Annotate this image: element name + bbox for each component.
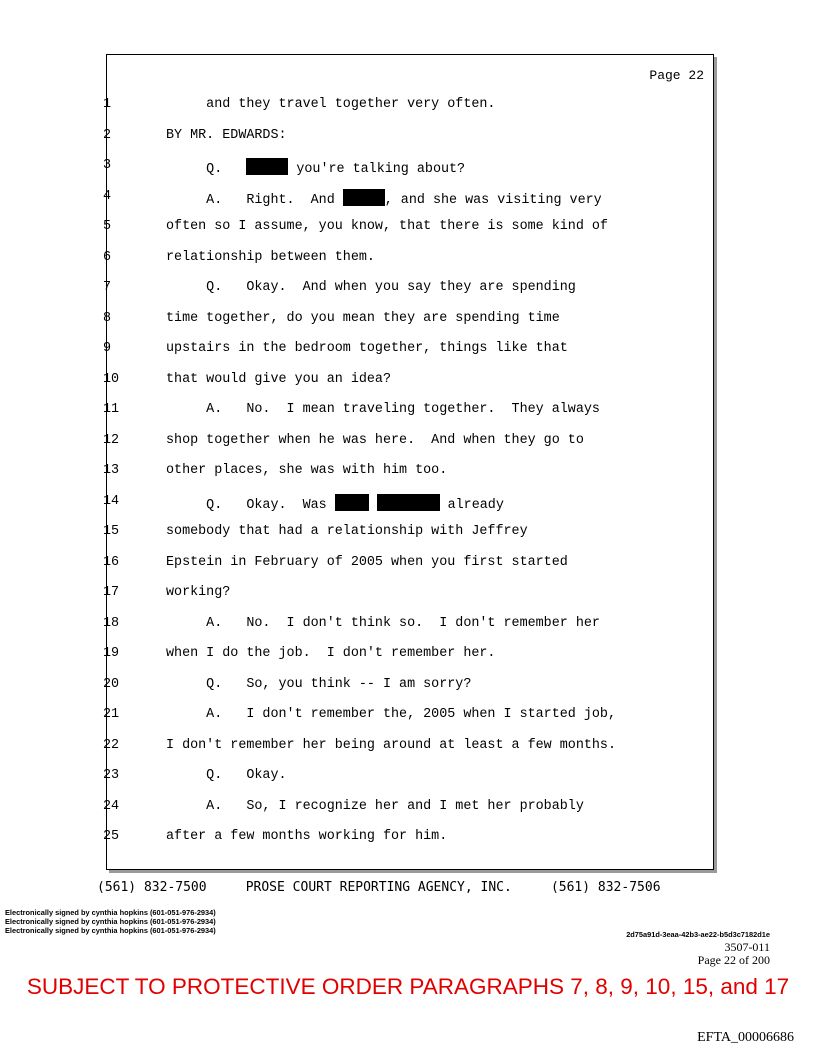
line-text-segment: relationship between them.	[166, 249, 375, 265]
line-text	[166, 189, 602, 209]
transcript-line	[0, 494, 816, 525]
line-text	[166, 616, 600, 632]
line-text	[166, 707, 616, 723]
line-text-segment: that would give you an idea?	[166, 371, 391, 387]
signature-line: Electronically signed by cynthia hopkins (601-051-976-2934)	[5, 925, 216, 935]
transcript-line	[0, 707, 816, 738]
page-of-total: Page 22 of 200	[697, 953, 770, 967]
transcript-line	[0, 799, 816, 830]
electronic-signatures	[5, 909, 216, 935]
line-number: 19	[103, 646, 120, 661]
line-text-segment: other places, she was with him too.	[166, 463, 448, 478]
transcript-line	[0, 677, 816, 708]
line-text-segment: Epstein in February of 2005 when you first started	[166, 554, 568, 570]
line-number: 9	[103, 341, 112, 356]
line-text	[166, 555, 568, 571]
transcript-line	[0, 829, 816, 860]
document-hash: 2d75a91d-3eaa-42b3-ae22-b5d3c7182d1e	[626, 930, 770, 939]
line-number: 2	[103, 127, 112, 143]
transcript-line	[0, 97, 816, 128]
line-text	[166, 433, 584, 449]
line-text-segment: , and she was visiting very	[384, 192, 602, 208]
line-text	[166, 97, 495, 113]
transcript-line	[0, 341, 816, 372]
transcript-line	[0, 219, 816, 250]
line-number: 15	[103, 524, 120, 539]
line-number: 23	[103, 768, 120, 783]
line-text-segment: when I do the job. I don't remember her.	[166, 646, 496, 661]
line-text-segment: often so I assume, you know, that there is some kind of	[166, 219, 608, 234]
line-text	[166, 768, 287, 784]
line-text	[166, 494, 504, 514]
line-number: 17	[103, 585, 120, 600]
line-text-segment: upstairs in the bedroom together, things like that	[166, 341, 568, 356]
document-number-block	[698, 941, 770, 967]
transcript-line	[0, 646, 816, 677]
line-text	[166, 311, 560, 327]
line-text-segment: Q. Okay. And when you say they are spending	[166, 280, 576, 295]
transcript-line	[0, 524, 816, 555]
line-number: 14	[103, 493, 120, 509]
line-number: 18	[103, 615, 120, 631]
line-text-segment: A. I don't remember the, 2005 when I started job,	[166, 707, 616, 722]
transcript-line	[0, 280, 816, 311]
line-text	[166, 463, 447, 479]
line-text	[166, 250, 375, 266]
transcript-line	[0, 463, 816, 494]
line-number: 10	[103, 371, 120, 387]
transcript-line	[0, 250, 816, 281]
transcript-line	[0, 158, 816, 189]
line-number: 16	[103, 554, 120, 570]
line-text-segment: already	[439, 497, 504, 513]
line-text	[166, 829, 447, 845]
line-text	[166, 402, 600, 418]
redaction-block	[246, 158, 288, 175]
line-text-segment: A. No. I don't think so. I don't remember her	[166, 615, 600, 631]
efta-id: EFTA_00006686	[697, 1030, 794, 1045]
line-text	[166, 738, 616, 754]
line-text-segment: Q. So, you think -- I am sorry?	[166, 676, 472, 692]
line-number: 5	[103, 219, 112, 234]
line-number: 13	[103, 463, 120, 478]
line-text-segment: Q. Okay. Was	[166, 497, 335, 513]
transcript-line	[0, 768, 816, 799]
line-text	[166, 158, 465, 178]
line-text-segment: after a few months working for him.	[166, 829, 448, 844]
line-text	[166, 128, 287, 144]
line-text-segment: I don't remember her being around at least a few months.	[166, 737, 616, 753]
line-text-segment: time together, do you mean they are spending time	[166, 310, 560, 326]
line-number: 24	[103, 798, 120, 814]
redaction-block	[377, 494, 440, 511]
protective-order-notice: SUBJECT TO PROTECTIVE ORDER PARAGRAPHS 7, 8, 9, 10, 15, and 17	[26, 974, 790, 999]
transcript-line	[0, 311, 816, 342]
line-text-segment: working?	[166, 585, 231, 600]
transcript-lines	[0, 97, 816, 860]
line-text	[166, 677, 471, 693]
line-text-segment: shop together when he was here. And when they go to	[166, 432, 584, 448]
transcript-line	[0, 585, 816, 616]
line-text	[166, 799, 584, 815]
line-text-segment: A. So, I recognize her and I met her probably	[166, 798, 584, 814]
line-text-segment: A. Right. And	[166, 192, 343, 208]
line-number: 21	[103, 707, 120, 722]
line-text	[166, 341, 568, 357]
line-number: 6	[103, 249, 112, 265]
line-text-segment: Q.	[166, 162, 247, 177]
line-text	[166, 524, 528, 540]
line-number: 20	[103, 676, 120, 692]
transcript-line	[0, 372, 816, 403]
line-number: 4	[103, 188, 112, 204]
line-number: 11	[103, 402, 120, 417]
transcript-line	[0, 555, 816, 586]
line-text-segment: Q. Okay.	[166, 768, 287, 783]
line-text-segment	[369, 498, 377, 513]
transcript-line	[0, 189, 816, 220]
redaction-block	[343, 189, 385, 206]
line-text-segment: somebody that had a relationship with Jeffrey	[166, 524, 528, 539]
transcript-line	[0, 616, 816, 647]
document-number: 3507-011	[724, 940, 770, 954]
signature-line: Electronically signed by cynthia hopkins (601-051-976-2934)	[5, 908, 216, 917]
line-number: 3	[103, 158, 112, 173]
line-text	[166, 646, 495, 662]
line-number: 1	[103, 97, 112, 112]
transcript-line	[0, 128, 816, 159]
transcript-line	[0, 402, 816, 433]
line-number: 25	[103, 829, 120, 844]
line-number: 7	[103, 280, 112, 295]
line-number: 22	[103, 737, 120, 753]
line-text	[166, 219, 608, 235]
line-text-segment: A. No. I mean traveling together. They always	[166, 402, 600, 417]
line-number: 8	[103, 310, 112, 326]
transcript-line	[0, 738, 816, 769]
line-text	[166, 280, 576, 296]
line-text-segment: you're talking about?	[288, 162, 466, 177]
line-text	[166, 585, 230, 601]
line-text-segment: and they travel together very often.	[166, 97, 496, 112]
line-text-segment: BY MR. EDWARDS:	[166, 127, 287, 143]
redaction-block	[335, 494, 369, 511]
transcript-line	[0, 433, 816, 464]
signature-line: Electronically signed by cynthia hopkins (601-051-976-2934)	[5, 916, 216, 926]
line-text	[166, 372, 391, 388]
page-label: Page 22	[649, 68, 704, 83]
reporting-agency-footer: (561) 832-7500 PROSE COURT REPORTING AGENCY, INC. (561) 832-7506	[97, 880, 661, 895]
line-number: 12	[103, 432, 120, 448]
